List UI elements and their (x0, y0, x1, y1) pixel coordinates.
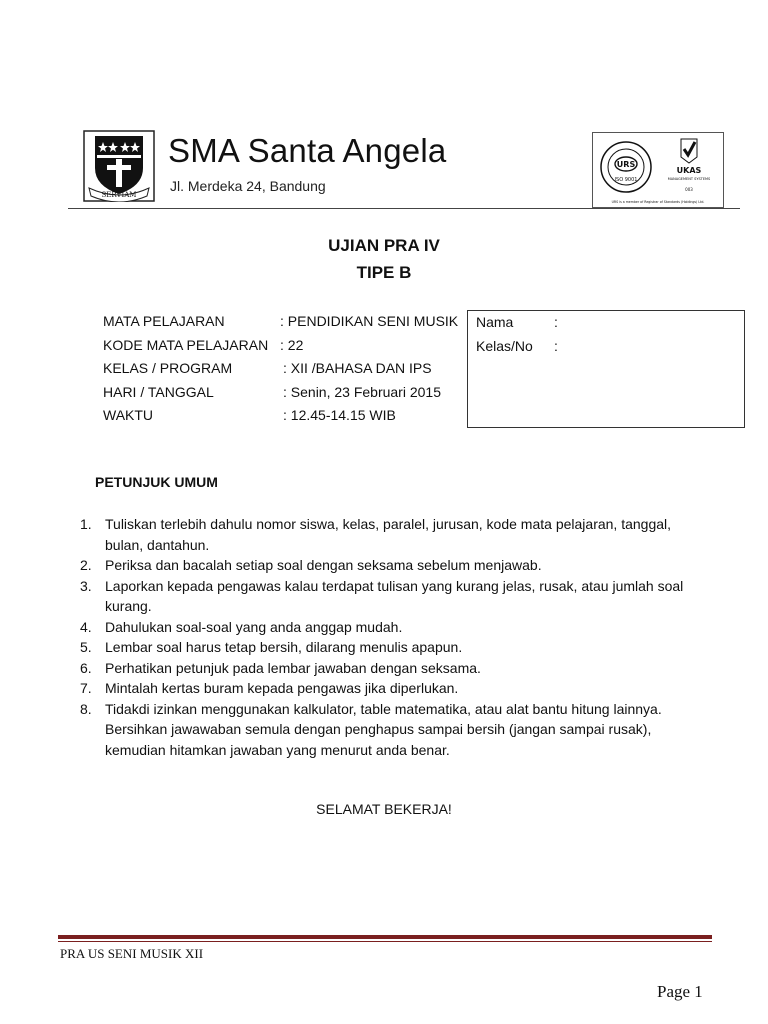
info-value-date: : Senin, 23 Februari 2015 (283, 384, 441, 400)
info-value-code: : 22 (280, 337, 304, 353)
list-item: 3. Laporkan kepada pengawas kalau terdapat tulisan yang kurang jelas, rusak, atau jumlah soal kurang. (80, 577, 684, 614)
student-name-label: Nama (476, 314, 514, 330)
list-item: 5. Lembar soal harus tetap bersih, dilarang menulis apapun. (80, 639, 463, 655)
svg-text:URS: URS (616, 160, 636, 169)
svg-text:SERVIAM: SERVIAM (101, 191, 137, 199)
info-value-class: : XII /BAHASA DAN IPS (283, 360, 432, 376)
instructions-heading: PETUNJUK UMUM (95, 474, 218, 490)
svg-text:ISO 9001: ISO 9001 (614, 177, 638, 183)
school-name: SMA Santa Angela (168, 132, 447, 169)
list-item: 7. Mintalah kertas buram kepada pengawas jika diperlukan. (80, 680, 459, 696)
svg-text:UKAS: UKAS (676, 166, 702, 175)
certification-logo (592, 132, 724, 208)
info-label-subject: MATA PELAJARAN (103, 313, 225, 329)
student-name-colon: : (554, 314, 558, 330)
list-item: 1. Tuliskan terlebih dahulu nomor siswa, kelas, paralel, jurusan, kode mata pelajaran, tanggal, bulan, dantahun. (80, 516, 672, 553)
footer-title: PRA US SENI MUSIK XII (60, 946, 204, 961)
info-label-time: WAKTU (103, 407, 154, 423)
footer-divider-thin (58, 941, 712, 942)
list-item: 6. Perhatikan petunjuk pada lembar jawaban dengan seksama. (80, 659, 481, 676)
exam-title: UJIAN PRA IV (328, 236, 440, 255)
svg-text:003: 003 (685, 187, 693, 192)
school-address: Jl. Merdeka 24, Bandung (170, 178, 326, 194)
student-class-label: Kelas/No (476, 338, 533, 354)
exam-type: TIPE B (356, 263, 412, 282)
footer-divider-thick (58, 935, 712, 939)
closing-message: SELAMAT BEKERJA! (316, 801, 452, 817)
instructions-list (80, 514, 700, 760)
header-divider (68, 208, 740, 209)
info-label-code: KODE MATA PELAJARAN (103, 337, 269, 353)
student-class-colon: : (554, 338, 558, 354)
svg-text:URS is a member of Registrar o: URS is a member of Registrar of Standards (Holdings) Ltd. (611, 200, 705, 204)
info-value-subject: : PENDIDIKAN SENI MUSIK (280, 313, 459, 329)
student-info-box[interactable] (467, 310, 745, 428)
school-crest-logo (83, 130, 155, 202)
info-label-class: KELAS / PROGRAM (103, 360, 233, 376)
svg-text:MANAGEMENT SYSTEMS: MANAGEMENT SYSTEMS (667, 177, 711, 181)
page-number: Page 1 (657, 982, 703, 1001)
list-item: 4. Dahulukan soal-soal yang anda anggap mudah. (80, 618, 403, 635)
info-value-time: : 12.45-14.15 WIB (283, 407, 396, 423)
list-item: 2. Periksa dan bacalah setiap soal dengan seksama sebelum menjawab. (80, 557, 542, 573)
list-item: 8. Tidakdi izinkan menggunakan kalkulator, table matematika, atau alat bantu hitung lainnya. Bersihkan jawawaban semula dengan penghapus sampai bersih (jangan sampai rusak), kemudian hitamkan jawaban yang menurut anda benar. (80, 700, 662, 758)
info-label-date: HARI / TANGGAL (103, 384, 214, 400)
